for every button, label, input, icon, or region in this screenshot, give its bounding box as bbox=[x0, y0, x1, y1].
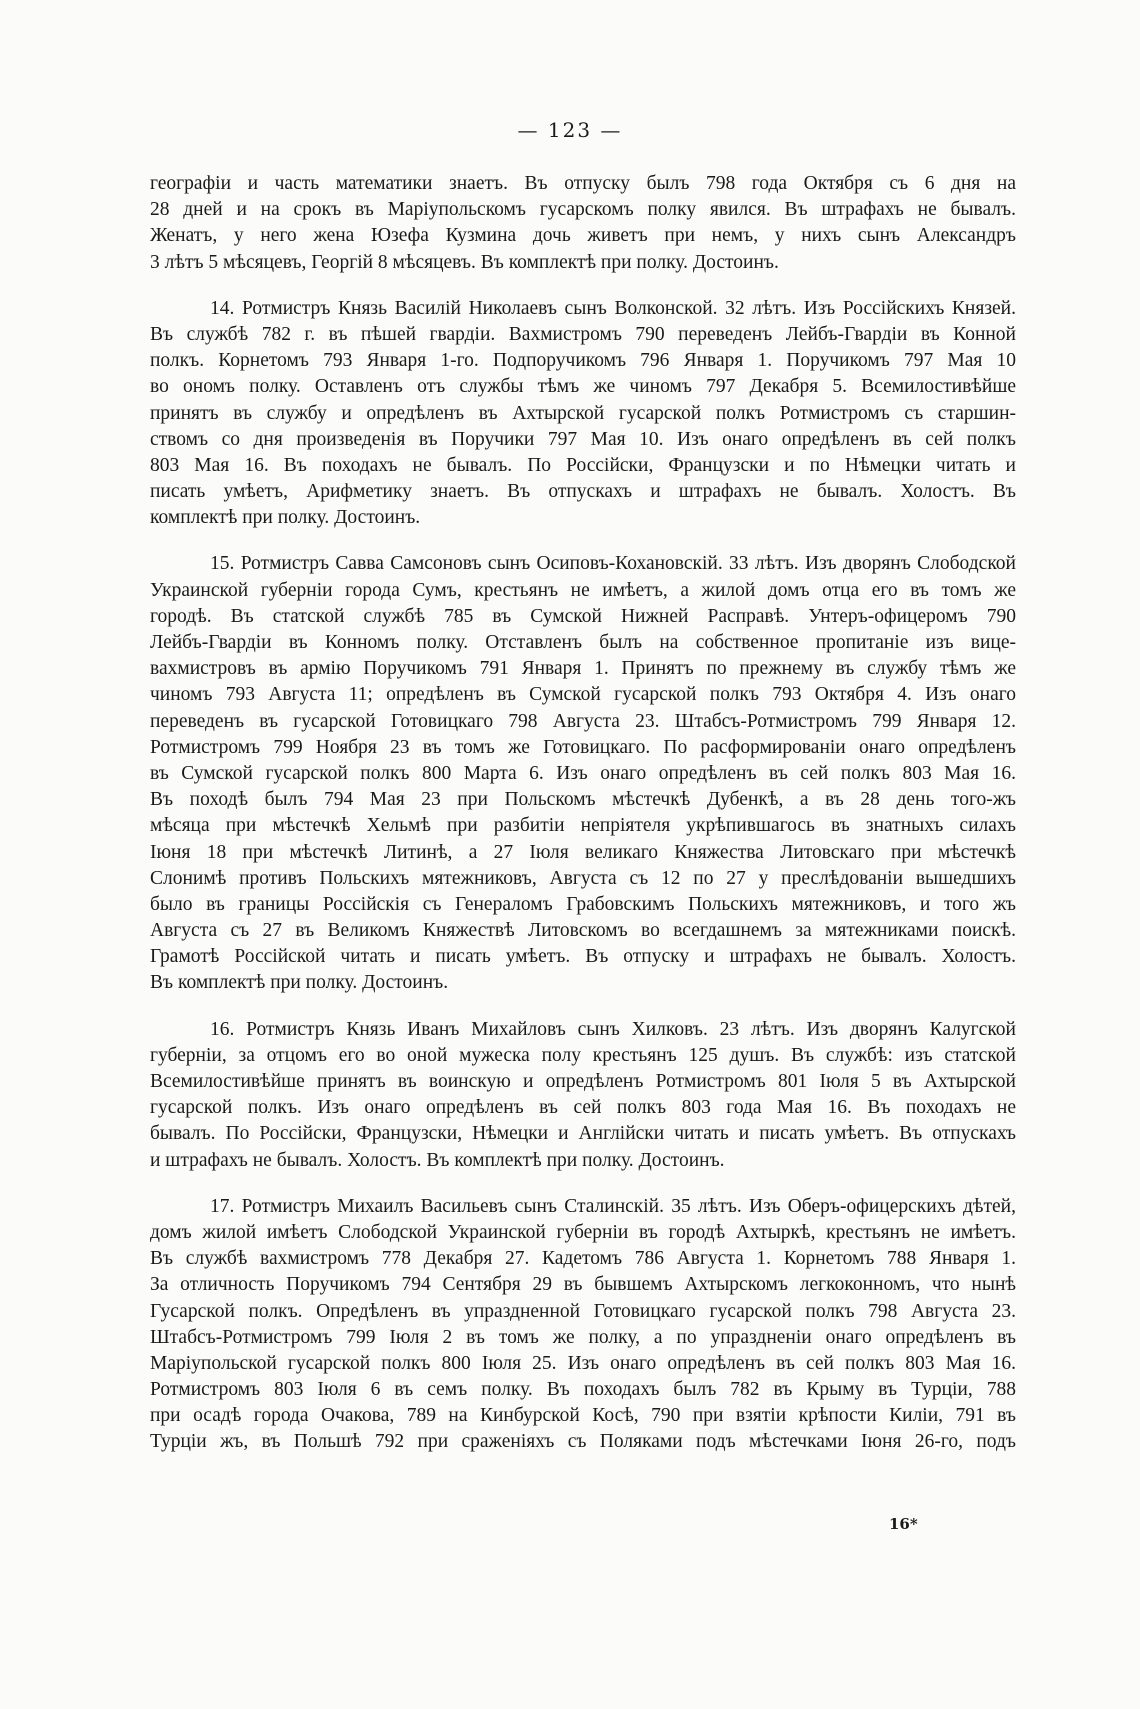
text-line: Іюня 18 при мѣстечкѣ Литинѣ, а 27 Іюля великаго Княжества Литовскаго при мѣстечкѣ bbox=[150, 841, 1016, 863]
text-line: мѣсяца при мѣстечкѣ Хельмѣ при разбитіи непріятеля укрѣпившагось въ знатныхъ силахъ bbox=[150, 815, 1016, 837]
text-line: Ротмистромъ 803 Іюля 6 въ семъ полку. Въ походахъ былъ 782 въ Крыму въ Турціи, 788 bbox=[150, 1379, 1016, 1401]
text-line: городѣ. Въ статской службѣ 785 въ Сумской Нижней Расправѣ. Унтеръ-офицеромъ 790 bbox=[150, 605, 1016, 627]
text-line: комплектѣ при полку. Достоинъ. bbox=[150, 507, 421, 529]
text-line: губерніи, за отцомъ его во оной мужеска полу крестьянъ 125 душъ. Въ службѣ: изъ статской bbox=[150, 1044, 1016, 1066]
text-line: Лейбъ-Гвардіи въ Конномъ полку. Отставленъ былъ на собственное пропитаніе изъ вице- bbox=[150, 632, 1016, 653]
text-line: Маріупольской гусарской полкъ 800 Іюля 25. Изъ онаго опредѣленъ въ сей полкъ 803 Мая 16. bbox=[150, 1352, 1016, 1374]
text-line: домъ жилой имѣетъ Слободской Украинской губерніи въ городѣ Ахтыркѣ, крестьянъ не имѣетъ. bbox=[150, 1221, 1016, 1243]
printer-signature-mark: 16* bbox=[889, 1515, 918, 1533]
paragraph-entry-14 bbox=[150, 296, 1016, 532]
text-line: въ Сумской гусарской полкъ 800 Марта 6. Изъ онаго опредѣленъ въ сей полкъ 803 Мая 16. bbox=[150, 762, 1016, 784]
text-line: Августа съ 27 въ Великомъ Княжествѣ Литовскомъ во всегдашнемъ за мятежниками поискѣ. bbox=[150, 920, 1016, 942]
text-line: писать умѣетъ, Арифметику знаетъ. Въ отпускахъ и штрафахъ не бывалъ. Холостъ. Въ bbox=[150, 481, 1016, 503]
paragraph-entry-15 bbox=[150, 551, 1016, 996]
text-line: во ономъ полку. Оставленъ отъ службы тѣмъ же чиномъ 797 Декабря 5. Всемилостивѣйше bbox=[150, 376, 1016, 398]
text-line: ствомъ со дня произведенія въ Поручики 797 Мая 10. Изъ онаго опредѣленъ въ сей полкъ bbox=[150, 428, 1016, 450]
text-line: Турціи жъ, въ Польшѣ 792 при сраженіяхъ съ Поляками подъ мѣстечками Іюня 26-го, подъ bbox=[150, 1431, 1016, 1453]
paragraph-entry-16 bbox=[150, 1017, 1016, 1174]
text-line: Въ походѣ былъ 794 Мая 23 при Польскомъ мѣстечкѣ Дубенкѣ, а въ 28 день того-жъ bbox=[150, 789, 1016, 811]
text-line: и штрафахъ не бывалъ. Холостъ. Въ комплектѣ при полку. Достоинъ. bbox=[150, 1149, 725, 1171]
text-line: 28 дней и на срокъ въ Маріупольскомъ гусарскомъ полку явился. Въ штрафахъ не бывалъ. bbox=[150, 199, 1016, 221]
text-line: За отличность Поручикомъ 794 Сентября 29 въ бывшемъ Ахтырскомъ легкоконномъ, что нынѣ bbox=[150, 1274, 1016, 1296]
text-line: Грамотѣ Россійской читать и писать умѣетъ. Въ отпуску и штрафахъ не бывалъ. Холостъ. bbox=[150, 946, 1016, 968]
text-line: географіи и часть математики знаетъ. Въ отпуску былъ 798 года Октября съ 6 дня на bbox=[150, 173, 1016, 194]
text-line: чиномъ 793 Августа 11; опредѣленъ въ Сумской гусарской полкъ 793 Октября 4. Изъ онаго bbox=[150, 684, 1016, 706]
text-line: переведенъ въ гусарской Готовицкаго 798 Августа 23. Штабсъ-Ротмистромъ 799 Января 12. bbox=[150, 710, 1016, 732]
text-line: 16. Ротмистръ Князь Иванъ Михайловъ сынъ Хилковъ. 23 лѣтъ. Изъ дворянъ Калугской bbox=[210, 1018, 1016, 1040]
text-line: Всемилостивѣйше принятъ въ воинскую и опредѣленъ Ротмистромъ 801 Іюля 5 въ Ахтырской bbox=[150, 1071, 1016, 1092]
text-line: Въ комплектѣ при полку. Достоинъ. bbox=[150, 972, 449, 994]
text-line: 803 Мая 16. Въ походахъ не бывалъ. По Россійски, Французски и по Нѣмецки читать и bbox=[150, 454, 1016, 476]
text-line: 15. Ротмистръ Савва Самсоновъ сынъ Осиповъ-Кохановскій. 33 лѣтъ. Изъ дворянъ Слободской bbox=[210, 553, 1016, 575]
text-line: Гусарской полкъ. Опредѣленъ въ упраздненной Готовицкаго гусарской полкъ 798 Августа 23. bbox=[150, 1300, 1016, 1322]
text-line: Въ службѣ вахмистромъ 778 Декабря 27. Кадетомъ 786 Августа 1. Корнетомъ 788 Января 1. bbox=[150, 1248, 1016, 1270]
text-line: Въ службѣ 782 г. въ пѣшей гвардіи. Вахмистромъ 790 переведенъ Лейбъ-Гвардіи въ Конной bbox=[150, 323, 1016, 345]
text-line: Штабсъ-Ротмистромъ 799 Іюля 2 въ томъ же полку, а по упраздненіи онаго опредѣленъ въ bbox=[150, 1326, 1016, 1348]
text-line: гусарской полкъ. Изъ онаго опредѣленъ въ сей полкъ 803 года Мая 16. Въ походахъ не bbox=[150, 1097, 1016, 1119]
text-line: 3 лѣтъ 5 мѣсяцевъ, Георгій 8 мѣсяцевъ. Въ комплектѣ при полку. Достоинъ. bbox=[150, 251, 779, 273]
text-line: было въ границы Россійскія съ Генераломъ Грабовскимъ Польскихъ мятежниковъ, и того жъ bbox=[150, 893, 1016, 915]
text-line: 17. Ротмистръ Михаилъ Васильевъ сынъ Сталинскій. 35 лѣтъ. Изъ Оберъ-офицерскихъ дѣтей, bbox=[210, 1195, 1016, 1217]
text-line: 14. Ротмистръ Князь Василій Николаевъ сынъ Волконской. 32 лѣтъ. Изъ Россійскихъ Князей. bbox=[210, 297, 1016, 319]
text-line: принятъ въ службу и опредѣленъ въ Ахтырской гусарской полкъ Ротмистромъ съ старшин- bbox=[150, 402, 1016, 424]
page-number: — 123 — bbox=[517, 118, 623, 142]
text-line: полкъ. Корнетомъ 793 Января 1-го. Подпоручикомъ 796 Января 1. Поручикомъ 797 Мая 10 bbox=[150, 350, 1016, 372]
text-line: вахмистровъ въ армію Поручикомъ 791 Января 1. Принятъ по прежнему въ службу тѣмъ же bbox=[150, 658, 1016, 680]
text-line: Украинской губерніи города Сумъ, крестьянъ не имѣетъ, а жилой домъ отца его въ томъ же bbox=[150, 579, 1016, 601]
text-line: Ротмистромъ 799 Ноября 23 въ томъ же Готовицкаго. По расформированіи онаго опредѣленъ bbox=[150, 736, 1016, 758]
paragraph-continuation bbox=[150, 171, 1016, 276]
text-line: при осадѣ города Очакова, 789 на Кинбурской Косѣ, 790 при взятіи крѣпости Киліи, 791 въ bbox=[150, 1405, 1016, 1427]
body-text bbox=[150, 171, 1016, 1456]
paragraph-entry-17 bbox=[150, 1194, 1016, 1456]
text-line: Слонимѣ противъ Польскихъ мятежниковъ, Августа съ 12 по 27 у преслѣдованіи вышедшихъ bbox=[150, 867, 1016, 889]
text-line: бывалъ. По Россійски, Французски, Нѣмецки и Англійски читать и писать умѣетъ. Въ отпускахъ bbox=[150, 1123, 1016, 1145]
text-line: Женатъ, у него жена Юзефа Кузмина дочь живетъ при немъ, у нихъ сынъ Александръ bbox=[150, 225, 1016, 247]
